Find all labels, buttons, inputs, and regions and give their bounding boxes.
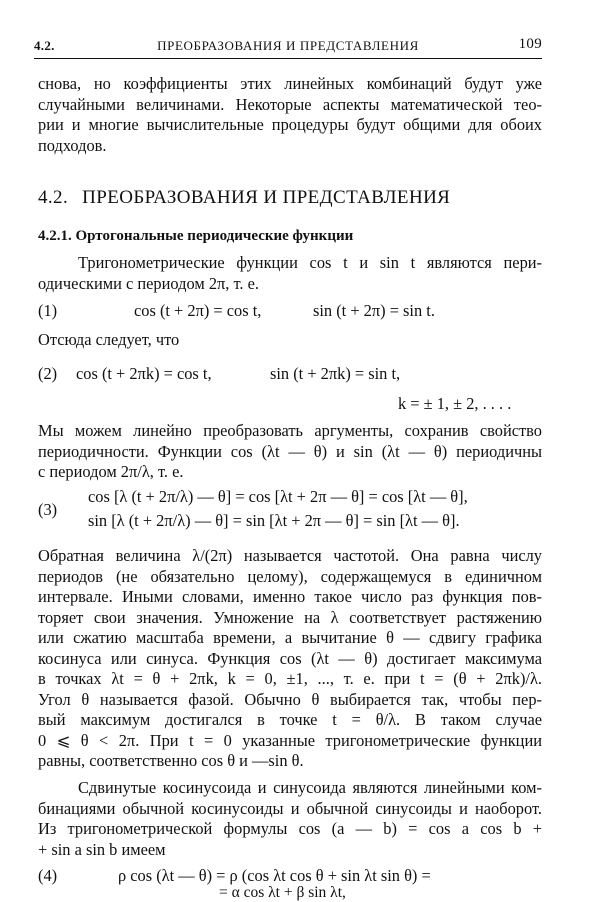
eq3-line2: sin [λ (t + 2π/λ) — θ] = sin [λt + 2π — θ] = sin [λt — θ]. (88, 511, 460, 530)
eq4-label: (4) (38, 866, 58, 885)
section-heading (38, 187, 450, 209)
para3-line: или сжатию масштаба времени, а вычитание θ — сдвигу графика (38, 628, 542, 647)
header-section-number: 4.2. (34, 38, 55, 53)
running-header (34, 36, 542, 56)
para4-line: Сдвинутые косинусоида и синусоида являются линейными ком- (78, 778, 542, 797)
para3-line: вый максимум достигался в точке t = θ/λ. В таком случае (38, 710, 542, 729)
eq4-line1: ρ cos (λt — θ) = ρ (cos λt cos θ + sin λt sin θ) = (118, 866, 431, 885)
para3-line: интервале. Иными словами, именно такое число раз функция пов- (38, 587, 542, 606)
eq1-left: cos (t + 2π) = cos t, (134, 301, 262, 320)
para3-line: 0 ⩽ θ < 2π. При t = 0 указанные тригонометрические функции (38, 730, 542, 750)
eq2-condition: k = ± 1, ± 2, . . . . (398, 394, 512, 413)
para3-line: периодов (не обязательно целому), содержащемуся в единичном (38, 566, 542, 586)
para2-line: периодичности. Функции cos (λt — θ) и sin (λt — θ) периодичны (38, 441, 542, 461)
intro-line: случайными величинами. Некоторые аспекты математической тео- (38, 94, 542, 114)
section-title: ПРЕОБРАЗОВАНИЯ И ПРЕДСТАВЛЕНИЯ (82, 187, 451, 208)
subsection-heading: 4.2.1. Ортогональные периодические функции (38, 228, 354, 244)
eq3-line1: cos [λ (t + 2π/λ) — θ] = cos [λt + 2π — θ] = cos [λt — θ], (88, 487, 468, 506)
para1-line: Тригонометрические функции cos t и sin t являются пери- (78, 253, 542, 272)
eq3-label: (3) (38, 500, 58, 519)
intro-line: рии и многие вычислительные процедуры будут общими для обоих (38, 115, 542, 134)
header-title: ПРЕОБРАЗОВАНИЯ И ПРЕДСТАВЛЕНИЯ (157, 38, 419, 53)
page-number: 109 (518, 36, 542, 52)
para3-line: Обратная величина λ/(2π) называется частотой. Она равна числу (38, 546, 542, 565)
para3-line: косинуса или синуса. Функция cos (λt — θ) достигает максимума (38, 648, 542, 668)
eq2-label: (2) (38, 364, 58, 383)
para4-line: + sin a sin b имеем (38, 839, 166, 859)
eq2-left: cos (t + 2πk) = cos t, (76, 364, 212, 383)
para3-line: равны, соответственно cos θ и —sin θ. (38, 751, 304, 770)
eq2-right: sin (t + 2πk) = sin t, (270, 364, 401, 383)
eq1-label: (1) (38, 301, 58, 320)
para1-line: одическими с периодом 2π, т. е. (38, 273, 259, 293)
para2-line: Мы можем линейно преобразовать аргументы, сохранив свойство (38, 421, 542, 440)
eq1-right: sin (t + 2π) = sin t. (313, 301, 435, 320)
intro-line: подходов. (38, 135, 107, 155)
para3-line: торяет свои значения. Умножение на λ соответствует растяжению (38, 607, 542, 627)
section-number: 4.2. (38, 187, 69, 208)
para4-line: бинациями обычной косинусоиды и обычной синусоиды и наоборот. (38, 798, 542, 818)
eq4-line2: = α cos λt + β sin λt, (219, 884, 346, 901)
para4-line: Из тригонометрической формулы cos (a — b) = cos a cos b + (38, 819, 542, 838)
para2-line: с периодом 2π/λ, т. е. (38, 462, 184, 481)
para3-line: в точках λt = θ + 2πk, k = 0, ±1, ..., т. е. при t = (θ + 2πk)/λ. (38, 669, 542, 688)
follows-text: Отсюда следует, что (38, 330, 180, 349)
header-rule (34, 58, 542, 59)
intro-line: снова, но коэффициенты этих линейных комбинаций будут уже (38, 74, 542, 93)
para3-line: Угол θ называется фазой. Обычно θ выбирается так, чтобы пер- (38, 689, 542, 709)
